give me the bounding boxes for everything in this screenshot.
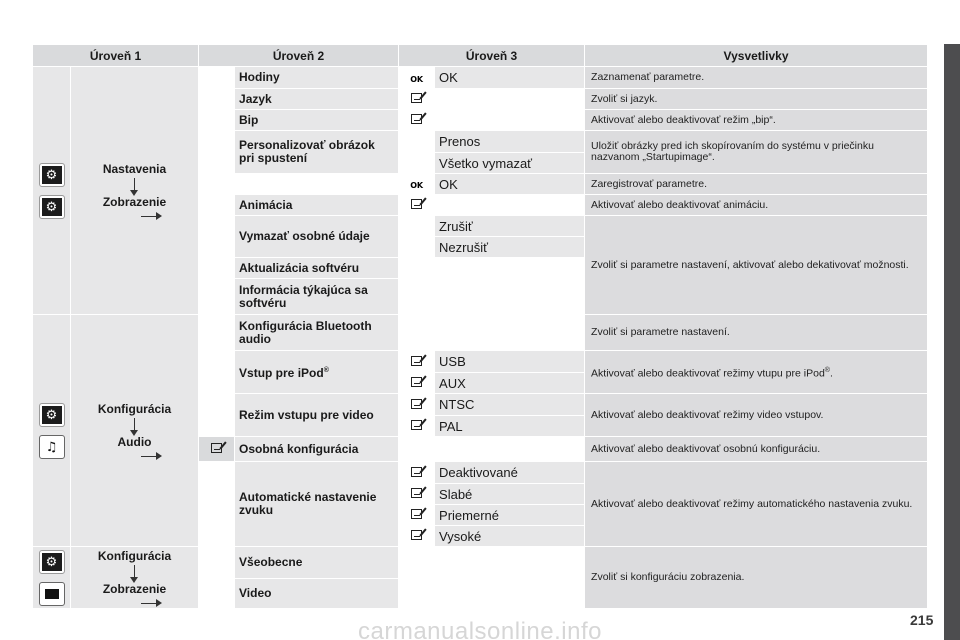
edit-checkbox-icon xyxy=(411,420,422,430)
l2-rezim-video: Režim vstupu pre video xyxy=(235,394,399,437)
group1-icons xyxy=(33,67,71,315)
l3-ok-2: OK xyxy=(435,174,585,195)
l2-ipod xyxy=(235,351,399,394)
group2-icons xyxy=(33,315,71,547)
menu-label-nastavenia: Nastavenia xyxy=(102,162,167,176)
gear-icon xyxy=(40,196,64,218)
header-level-1: Úroveň 1 xyxy=(33,45,199,67)
header-level-3: Úroveň 3 xyxy=(399,45,585,67)
l3-ok: OK xyxy=(435,67,585,89)
screen-icon xyxy=(40,583,64,605)
registered-mark: ® xyxy=(323,367,329,374)
header-row xyxy=(33,45,928,67)
l3-usb: USB xyxy=(435,351,585,373)
l2-bip: Bip xyxy=(235,110,399,131)
group2-menu xyxy=(71,315,199,547)
group3-icons xyxy=(33,547,71,609)
gear-icon xyxy=(40,551,64,573)
l2-aktualizacia: Aktualizácia softvéru xyxy=(235,258,399,279)
l3-zrusit: Zrušiť xyxy=(435,216,585,237)
l2-video: Video xyxy=(235,579,399,609)
arrow-right-icon xyxy=(141,603,157,604)
l3-slabe: Slabé xyxy=(435,484,585,505)
desc-ipod xyxy=(585,351,928,394)
page xyxy=(32,44,928,609)
l3-prenos: Prenos xyxy=(435,131,585,153)
l3-ntsc: NTSC xyxy=(435,394,585,416)
page-number: 215 xyxy=(910,612,934,628)
arrow-down-icon xyxy=(134,565,135,579)
menu-label-konfiguracia: Konfigurácia xyxy=(97,549,172,563)
l2-zvuk: Automatické nastavenie zvuku xyxy=(235,462,399,547)
l3-pal: PAL xyxy=(435,416,585,437)
desc-zvuk: Aktivovať alebo deaktivovať režimy automatického nastavenia zvuku. xyxy=(585,462,928,547)
desc-osobna: Aktivovať alebo deaktivovať osobnú konfiguráciu. xyxy=(585,437,928,462)
l2-informacia: Informácia týkajúca sa softvéru xyxy=(235,279,399,315)
edit-checkbox-icon xyxy=(411,509,422,519)
page-edge-tab xyxy=(944,44,960,640)
group3-menu xyxy=(71,547,199,609)
l2-vymazat: Vymazať osobné údaje xyxy=(235,216,399,258)
edit-checkbox-icon xyxy=(411,488,422,498)
header-explanations: Vysvetlivky xyxy=(585,45,928,67)
gear-icon xyxy=(40,164,64,186)
registered-mark: ® xyxy=(824,366,830,374)
table-row xyxy=(33,547,928,579)
l2-vseobecne: Všeobecne xyxy=(235,547,399,579)
menu-label-zobrazenie: Zobrazenie xyxy=(102,582,167,596)
arrow-right-icon xyxy=(141,216,157,217)
music-note-icon xyxy=(40,436,64,458)
desc-jazyk: Zvoliť si jazyk. xyxy=(585,89,928,110)
table-row xyxy=(33,67,928,89)
edit-checkbox-icon xyxy=(411,467,422,477)
header-level-2: Úroveň 2 xyxy=(199,45,399,67)
table-row xyxy=(33,315,928,351)
desc-animacia: Aktivovať alebo deaktivovať animáciu. xyxy=(585,195,928,216)
desc-personalizovat: Uložiť obrázky pred ich skopírovaním do systému v priečinku nazvanom „Startupimage“. xyxy=(585,131,928,174)
edit-checkbox-icon xyxy=(411,356,422,366)
arrow-down-icon xyxy=(134,418,135,432)
l3-vysoke: Vysoké xyxy=(435,526,585,547)
desc-zobrazenie: Zvoliť si konfiguráciu zobrazenia. xyxy=(585,547,928,609)
desc-ipod-end: . xyxy=(829,367,833,380)
desc-vymazat: Zvoliť si parametre nastavení, aktivovať alebo dekativovať možnosti. xyxy=(585,216,928,315)
menu-label-konfiguracia: Konfigurácia xyxy=(97,402,172,416)
watermark: carmanualsonline.info xyxy=(358,618,602,640)
desc-ipod-text: Aktivovať alebo deaktivovať režimy vtupu pre iPod xyxy=(591,367,825,380)
ok-badge: OK xyxy=(410,181,423,190)
l2-osobna: Osobná konfigurácia xyxy=(235,437,399,462)
desc-zaregistrovat: Zaregistrovať parametre. xyxy=(585,174,928,195)
menu-label-zobrazenie: Zobrazenie xyxy=(102,195,167,209)
l2-bluetooth: Konfigurácia Bluetooth audio xyxy=(235,315,399,351)
desc-bip: Aktivovať alebo deaktivovať režim „bip“. xyxy=(585,110,928,131)
group1-menu xyxy=(71,67,199,315)
edit-checkbox-icon xyxy=(411,199,422,209)
menu-label-audio: Audio xyxy=(117,435,152,449)
edit-checkbox-icon xyxy=(411,93,422,103)
menu-table xyxy=(32,44,928,609)
l2-hodiny: Hodiny xyxy=(235,67,399,89)
desc-hodiny: Zaznamenať parametre. xyxy=(585,67,928,89)
l3-nezrusit: Nezrušiť xyxy=(435,237,585,258)
l2-personalizovat: Personalizovať obrázok pri spustení xyxy=(235,131,399,174)
desc-bluetooth: Zvoliť si parametre nastavení. xyxy=(585,315,928,351)
arrow-down-icon xyxy=(134,178,135,192)
l3-deaktivovane: Deaktivované xyxy=(435,462,585,484)
edit-checkbox-icon xyxy=(211,443,222,453)
edit-checkbox-icon xyxy=(411,377,422,387)
arrow-right-icon xyxy=(141,456,157,457)
desc-rezim-video: Aktivovať alebo deaktivovať režimy video vstupov. xyxy=(585,394,928,437)
l2-animacia: Animácia xyxy=(235,195,399,216)
gear-icon xyxy=(40,404,64,426)
edit-checkbox-icon xyxy=(411,530,422,540)
l3-vsetko-vymazat: Všetko vymazať xyxy=(435,153,585,174)
l3-priemerne: Priemerné xyxy=(435,505,585,526)
edit-checkbox-icon xyxy=(411,399,422,409)
l3-aux: AUX xyxy=(435,373,585,394)
ok-badge: OK xyxy=(410,74,423,84)
edit-checkbox-icon xyxy=(411,114,422,124)
l2-jazyk: Jazyk xyxy=(235,89,399,110)
l2-ipod-text: Vstup pre iPod xyxy=(239,366,324,380)
